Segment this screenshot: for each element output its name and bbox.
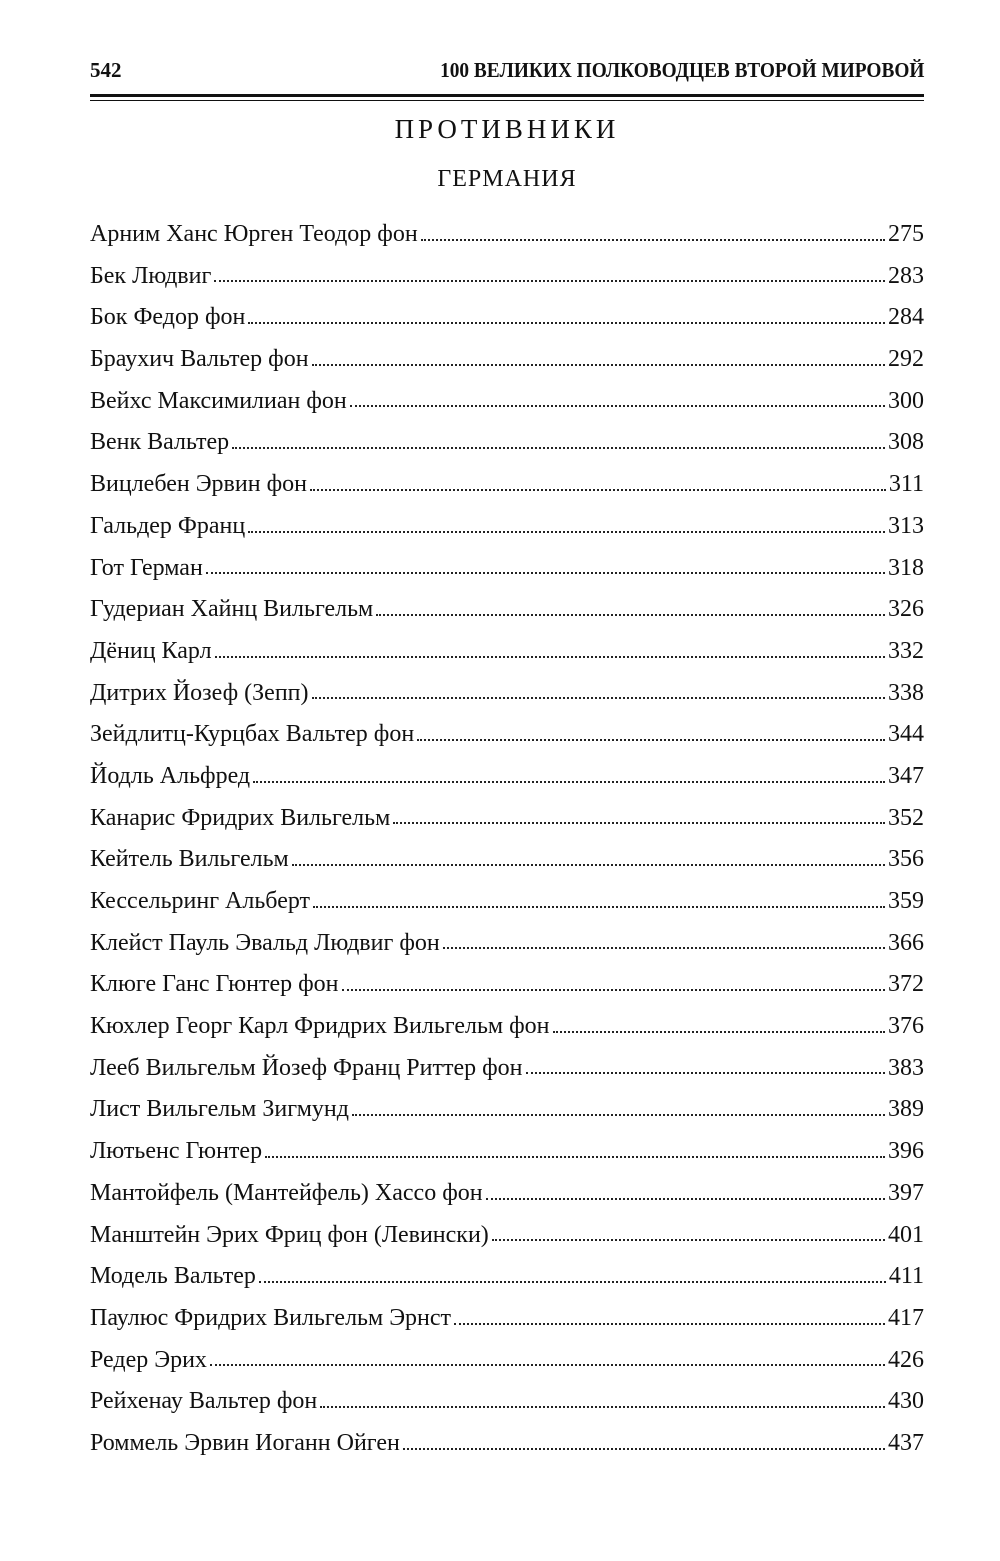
toc-entry-page: 338 xyxy=(888,679,924,706)
toc-entry xyxy=(90,548,924,590)
header-rule-thin xyxy=(90,100,924,101)
toc-entry xyxy=(90,1089,924,1131)
book-title: 100 ВЕЛИКИХ ПОЛКОВОДЦЕВ ВТОРОЙ МИРОВОЙ xyxy=(439,58,924,82)
toc-entry-name: Роммель Эрвин Иоганн Ойген xyxy=(90,1429,400,1456)
toc-entry-page: 352 xyxy=(888,804,924,831)
toc-entry xyxy=(90,1381,924,1423)
toc-entry xyxy=(90,1173,924,1215)
toc-entry xyxy=(90,506,924,548)
toc-entry xyxy=(90,964,924,1006)
toc-entry-name: Гот Герман xyxy=(90,554,203,581)
table-of-contents xyxy=(90,214,924,1465)
toc-entry xyxy=(90,923,924,965)
dot-leader xyxy=(253,780,885,783)
toc-entry-name: Бек Людвиг xyxy=(90,262,212,289)
dot-leader xyxy=(417,738,885,741)
toc-entry-page: 283 xyxy=(888,262,924,289)
dot-leader xyxy=(215,655,885,658)
toc-entry xyxy=(90,1131,924,1173)
toc-entry xyxy=(90,214,924,256)
dot-leader xyxy=(526,1071,885,1074)
toc-entry xyxy=(90,881,924,923)
toc-entry-page: 292 xyxy=(888,346,924,373)
toc-entry-page: 344 xyxy=(888,721,924,748)
toc-entry-page: 356 xyxy=(888,846,924,873)
country-heading: ГЕРМАНИЯ xyxy=(437,166,577,192)
toc-entry-name: Вицлебен Эрвин фон xyxy=(90,471,307,498)
toc-entry-name: Кюхлер Георг Карл Фридрих Вильгельм фон xyxy=(90,1013,550,1040)
dot-leader xyxy=(421,238,885,241)
toc-entry-name: Манштейн Эрих Фриц фон (Левински) xyxy=(90,1221,489,1248)
dot-leader xyxy=(350,404,885,407)
toc-entry-page: 284 xyxy=(888,304,924,331)
toc-entry-name: Модель Вальтер xyxy=(90,1263,256,1290)
toc-entry-page: 401 xyxy=(888,1221,924,1248)
dot-leader xyxy=(312,363,885,366)
toc-entry-page: 326 xyxy=(888,596,924,623)
toc-entry-page: 383 xyxy=(888,1054,924,1081)
dot-leader xyxy=(210,1363,885,1366)
toc-entry xyxy=(90,714,924,756)
dot-leader xyxy=(492,1238,885,1241)
toc-entry-name: Дитрих Йозеф (Зепп) xyxy=(90,679,309,706)
dot-leader xyxy=(265,1155,885,1158)
toc-entry-name: Лист Вильгельм Зигмунд xyxy=(90,1096,349,1123)
toc-entry-name: Лютьенс Гюнтер xyxy=(90,1138,263,1165)
toc-entry xyxy=(90,339,924,381)
toc-entry-name: Арним Ханс Юрген Теодор фон xyxy=(90,221,418,247)
toc-entry-name: Зейдлитц-Курцбах Вальтер фон xyxy=(90,721,415,748)
page-number: 542 xyxy=(90,58,122,82)
toc-entry xyxy=(90,798,924,840)
toc-entry-name: Гальдер Франц xyxy=(90,512,246,539)
toc-entry xyxy=(90,1048,924,1090)
toc-entry-name: Клейст Пауль Эвальд Людвиг фон xyxy=(90,929,440,956)
toc-entry xyxy=(90,756,924,798)
toc-entry-page: 426 xyxy=(888,1346,924,1373)
toc-entry-page: 300 xyxy=(888,387,924,414)
dot-leader xyxy=(553,1030,886,1033)
dot-leader xyxy=(248,530,885,533)
dot-leader xyxy=(352,1113,885,1116)
toc-entry-page: 318 xyxy=(888,554,924,581)
toc-entry-page: 372 xyxy=(888,971,924,998)
dot-leader xyxy=(403,1447,885,1450)
toc-entry-name: Венк Вальтер xyxy=(90,429,230,456)
toc-entry-name: Редер Эрих xyxy=(90,1346,207,1373)
dot-leader xyxy=(342,988,885,991)
toc-entry-name: Бок Федор фон xyxy=(90,304,246,331)
toc-entry-page: 275 xyxy=(888,221,924,247)
toc-entry-name: Кейтель Вильгельм xyxy=(90,846,289,873)
toc-entry-page: 437 xyxy=(888,1429,924,1456)
toc-entry-name: Дёниц Карл xyxy=(90,637,212,664)
toc-entry-name: Гудериан Хайнц Вильгельм xyxy=(90,596,374,623)
toc-entry-name: Канарис Фридрих Вильгельм xyxy=(90,804,391,831)
toc-entry-name: Йодль Альфред xyxy=(90,762,251,789)
dot-leader xyxy=(259,1280,886,1283)
toc-entry-page: 411 xyxy=(888,1263,924,1290)
dot-leader xyxy=(310,488,886,491)
toc-entry xyxy=(90,256,924,298)
toc-entry-name: Лееб Вильгельм Йозеф Франц Риттер фон xyxy=(90,1054,523,1081)
toc-entry-page: 430 xyxy=(888,1388,924,1415)
toc-entry xyxy=(90,381,924,423)
header-rule-thick xyxy=(90,94,924,97)
toc-entry-name: Клюге Ганс Гюнтер фон xyxy=(90,971,339,998)
toc-entry-page: 359 xyxy=(888,888,924,914)
dot-leader xyxy=(312,696,886,699)
toc-entry-page: 376 xyxy=(888,1013,924,1040)
toc-entry-page: 313 xyxy=(888,512,924,539)
toc-entry xyxy=(90,673,924,715)
toc-entry xyxy=(90,1215,924,1257)
toc-entry xyxy=(90,1256,924,1298)
section-title: ПРОТИВНИКИ xyxy=(394,114,620,144)
toc-entry xyxy=(90,422,924,464)
dot-leader xyxy=(443,946,885,949)
toc-entry-page: 347 xyxy=(888,762,924,789)
toc-entry-page: 311 xyxy=(888,471,924,498)
toc-entry-page: 396 xyxy=(888,1138,924,1165)
dot-leader xyxy=(376,613,885,616)
toc-entry-name: Вейхс Максимилиан фон xyxy=(90,387,347,414)
toc-entry-name: Рейхенау Вальтер фон xyxy=(90,1388,318,1415)
toc-entry-name: Браухич Вальтер фон xyxy=(90,346,309,373)
dot-leader xyxy=(320,1405,885,1408)
dot-leader xyxy=(454,1322,885,1325)
dot-leader xyxy=(486,1197,885,1200)
toc-entry-page: 389 xyxy=(888,1096,924,1123)
toc-entry xyxy=(90,631,924,673)
toc-entry xyxy=(90,1340,924,1382)
dot-leader xyxy=(232,446,885,449)
dot-leader xyxy=(214,279,885,282)
toc-entry xyxy=(90,297,924,339)
toc-entry-page: 417 xyxy=(888,1304,924,1331)
toc-entry-page: 308 xyxy=(888,429,924,456)
toc-entry-name: Кессельринг Альберт xyxy=(90,888,311,914)
dot-leader xyxy=(292,863,885,866)
toc-entry-page: 366 xyxy=(888,929,924,956)
toc-entry-page: 332 xyxy=(888,637,924,664)
toc-entry xyxy=(90,1423,924,1465)
dot-leader xyxy=(248,321,885,324)
dot-leader xyxy=(393,821,885,824)
dot-leader xyxy=(206,571,885,574)
toc-entry xyxy=(90,1006,924,1048)
toc-entry xyxy=(90,589,924,631)
toc-entry-name: Мантойфель (Мантейфель) Хассо фон xyxy=(90,1179,483,1206)
running-head xyxy=(90,58,924,94)
dot-leader xyxy=(313,905,885,908)
toc-entry-name: Паулюс Фридрих Вильгельм Эрнст xyxy=(90,1304,452,1331)
toc-entry xyxy=(90,464,924,506)
toc-entry xyxy=(90,839,924,881)
toc-entry xyxy=(90,1298,924,1340)
toc-entry-page: 397 xyxy=(888,1179,924,1206)
